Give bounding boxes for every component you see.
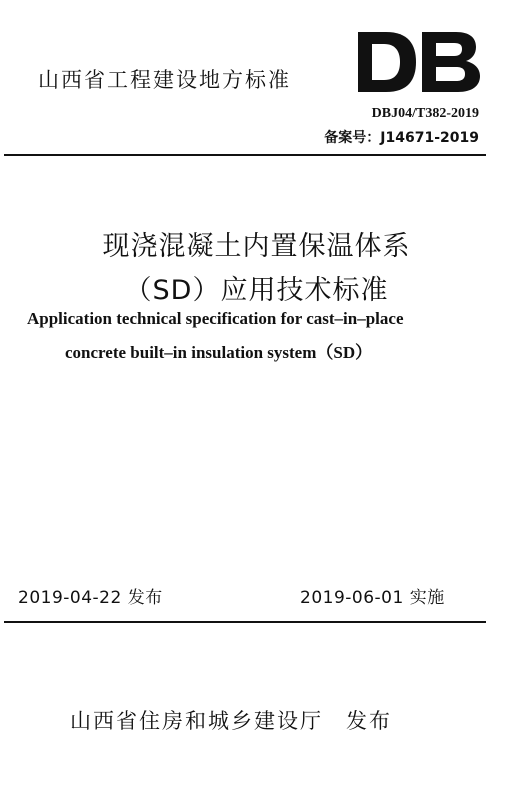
- title-english-line2: concrete built–in insulation system（SD）: [65, 343, 373, 362]
- db-logo-graphic: [356, 30, 482, 94]
- title-chinese-line1: 现浇混凝土内置保温体系: [102, 231, 411, 262]
- issuing-authority: 山西省住房和城乡建设厅 发布: [70, 709, 392, 733]
- db-logo: [356, 30, 482, 94]
- standard-level-label: 山西省工程建设地方标准: [38, 68, 291, 92]
- issue-date: 2019-04-22 发布: [18, 588, 163, 608]
- title-chinese-line2: （SD）应用技术标准: [124, 275, 389, 306]
- header-divider: [4, 154, 486, 156]
- implementation-date: 2019-06-01 实施: [300, 588, 445, 608]
- standard-code: DBJ04/T382-2019: [371, 106, 479, 121]
- footer-divider: [4, 621, 486, 623]
- title-english-line1: Application technical specification for cast–in–place: [27, 309, 404, 328]
- record-number: 备案号：J14671-2019: [324, 130, 479, 146]
